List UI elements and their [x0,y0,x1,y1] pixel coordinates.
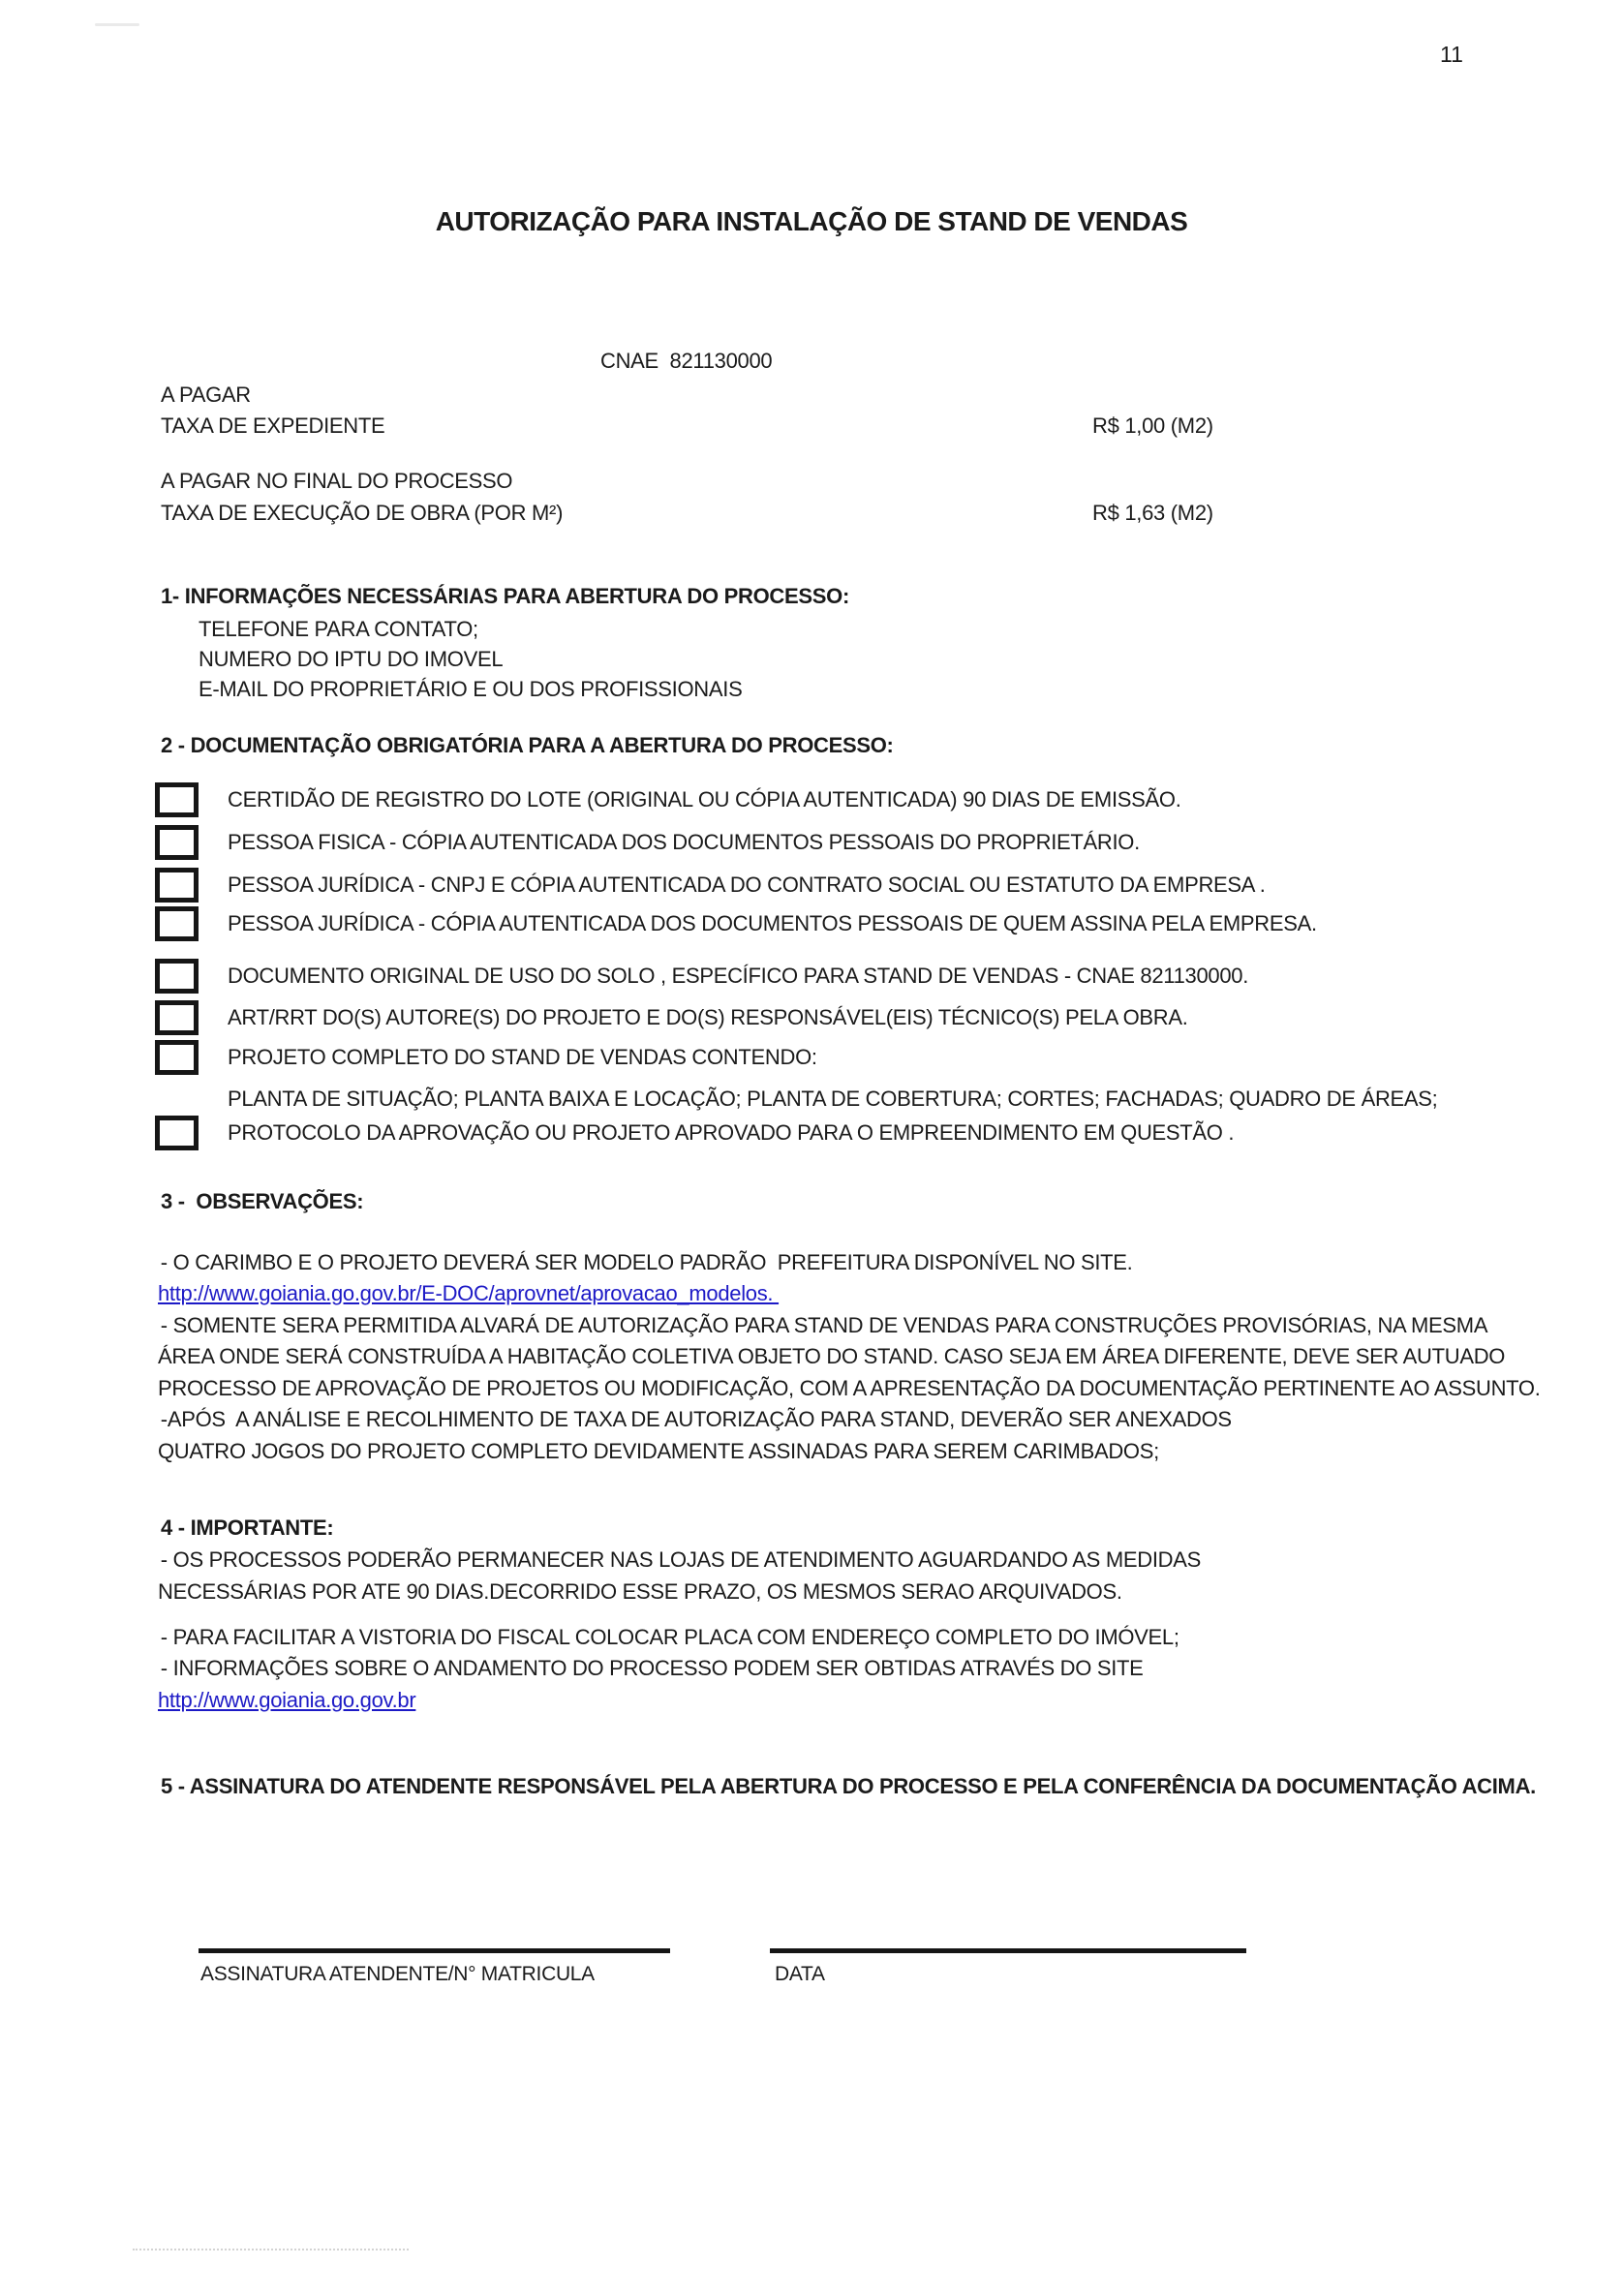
checkbox-icon [155,868,199,903]
checkbox-icon [155,782,199,817]
document-title: AUTORIZAÇÃO PARA INSTALAÇÃO DE STAND DE VENDAS [435,206,1188,236]
fee-expediente-label: TAXA DE EXPEDIENTE [161,413,385,438]
important-line: - OS PROCESSOS PODERÃO PERMANECER NAS LOJAS DE ATENDIMENTO AGUARDANDO AS MEDIDAS [155,1547,1201,1572]
checklist-item-label: PESSOA JURÍDICA - CNPJ E CÓPIA AUTENTICADA DO CONTRATO SOCIAL OU ESTATUTO DA EMPRESA . [228,872,1266,897]
fee-a-pagar-final-label: A PAGAR NO FINAL DO PROCESSO [161,469,513,493]
scan-artifact-top [95,23,139,26]
section-3-heading: 3 - OBSERVAÇÕES: [161,1189,364,1213]
checkbox-icon [155,1000,199,1035]
checklist-row [155,1116,1234,1150]
observation-line: -APÓS A ANÁLISE E RECOLHIMENTO DE TAXA DE AUTORIZAÇÃO PARA STAND, DEVERÃO SER ANEXADOS [155,1407,1232,1431]
checklist-row [155,906,1317,941]
signature-date-label: DATA [775,1963,825,1985]
important-line: NECESSÁRIAS POR ATE 90 DIAS.DECORRIDO ESSE PRAZO, OS MESMOS SERAO ARQUIVADOS. [158,1579,1122,1604]
signature-attendant-label: ASSINATURA ATENDENTE/N° MATRICULA [200,1963,595,1985]
checkbox-icon [155,825,199,860]
checklist-continuation-label: PLANTA DE SITUAÇÃO; PLANTA BAIXA E LOCAÇÃO; PLANTA DE COBERTURA; CORTES; FACHADAS; QUADRO DE ÁREAS; [228,1087,1438,1111]
link-aprovacao-modelos[interactable]: http://www.goiania.go.gov.br/E-DOC/aprovnet/aprovacao_modelos. [158,1281,780,1305]
checklist-item-label: PESSOA FISICA - CÓPIA AUTENTICADA DOS DOCUMENTOS PESSOAIS DO PROPRIETÁRIO. [228,830,1140,854]
checkbox-icon [155,1116,199,1150]
checklist-item-label: PESSOA JURÍDICA - CÓPIA AUTENTICADA DOS DOCUMENTOS PESSOAIS DE QUEM ASSINA PELA EMPRESA. [228,911,1317,935]
cnae-code: CNAE 821130000 [600,349,773,373]
checklist-item-label: PROTOCOLO DA APROVAÇÃO OU PROJETO APROVADO PARA O EMPREENDIMENTO EM QUESTÃO . [228,1120,1235,1145]
checkbox-icon [155,906,199,941]
fee-execucao-label: TAXA DE EXECUÇÃO DE OBRA (POR M²) [161,501,564,525]
checklist-row [155,1040,817,1075]
checklist-row [155,782,1181,817]
info-item-email: E-MAIL DO PROPRIETÁRIO E OU DOS PROFISSIONAIS [199,677,743,701]
info-item-iptu: NUMERO DO IPTU DO IMOVEL [199,647,504,671]
checklist-item-label: ART/RRT DO(S) AUTORE(S) DO PROJETO E DO(S) RESPONSÁVEL(EIS) TÉCNICO(S) PELA OBRA. [228,1005,1188,1029]
scan-artifact-bottom [133,2249,409,2250]
checklist-item-label: PROJETO COMPLETO DO STAND DE VENDAS CONTENDO: [228,1045,817,1069]
signature-line-date [770,1948,1246,1953]
signature-line-attendant [199,1948,670,1953]
checklist-item-label: DOCUMENTO ORIGINAL DE USO DO SOLO , ESPECÍFICO PARA STAND DE VENDAS - CNAE 821130000. [228,964,1249,988]
checklist-item-label: CERTIDÃO DE REGISTRO DO LOTE (ORIGINAL OU CÓPIA AUTENTICADA) 90 DIAS DE EMISSÃO. [228,787,1181,811]
section-4-heading: 4 - IMPORTANTE: [161,1515,334,1540]
observation-line: - SOMENTE SERA PERMITIDA ALVARÁ DE AUTORIZAÇÃO PARA STAND DE VENDAS PARA CONSTRUÇÕES PROVISÓRIAS, NA MESMA [155,1313,1488,1337]
checklist-row [155,868,1266,903]
checklist-row [155,959,1248,994]
observation-line: ÁREA ONDE SERÁ CONSTRUÍDA A HABITAÇÃO COLETIVA OBJETO DO STAND. CASO SEJA EM ÁREA DIFERENTE, DEVE SER AUTUADO [158,1344,1506,1368]
observation-line: PROCESSO DE APROVAÇÃO DE PROJETOS OU MODIFICAÇÃO, COM A APRESENTAÇÃO DA DOCUMENTAÇÃO PERTINENTE AO ASSUNTO. [158,1376,1541,1400]
section-1-heading: 1- INFORMAÇÕES NECESSÁRIAS PARA ABERTURA DO PROCESSO: [161,584,849,608]
section-5-heading: 5 - ASSINATURA DO ATENDENTE RESPONSÁVEL PELA ABERTURA DO PROCESSO E PELA CONFERÊNCIA DA DOCUMENTAÇÃO ACIMA. [161,1774,1536,1798]
checklist-row [155,825,1140,860]
checkbox-icon [155,1040,199,1075]
checklist-row [155,1000,1188,1035]
link-goiania[interactable]: http://www.goiania.go.gov.br [158,1688,416,1712]
fee-execucao-value: R$ 1,63 (M2) [1092,501,1213,525]
checkbox-icon [155,959,199,994]
observation-line: QUATRO JOGOS DO PROJETO COMPLETO DEVIDAMENTE ASSINADAS PARA SEREM CARIMBADOS; [158,1439,1159,1463]
page-number: 11 [1440,42,1463,67]
fee-a-pagar-label: A PAGAR [161,383,251,407]
important-line: - INFORMAÇÕES SOBRE O ANDAMENTO DO PROCESSO PODEM SER OBTIDAS ATRAVÉS DO SITE [155,1656,1144,1680]
info-item-telefone: TELEFONE PARA CONTATO; [199,617,478,641]
fee-expediente-value: R$ 1,00 (M2) [1092,413,1213,438]
important-line: - PARA FACILITAR A VISTORIA DO FISCAL COLOCAR PLACA COM ENDEREÇO COMPLETO DO IMÓVEL; [155,1625,1179,1649]
observation-line: - O CARIMBO E O PROJETO DEVERÁ SER MODELO PADRÃO PREFEITURA DISPONÍVEL NO SITE. [155,1250,1133,1274]
section-2-heading: 2 - DOCUMENTAÇÃO OBRIGATÓRIA PARA A ABERTURA DO PROCESSO: [161,733,894,757]
